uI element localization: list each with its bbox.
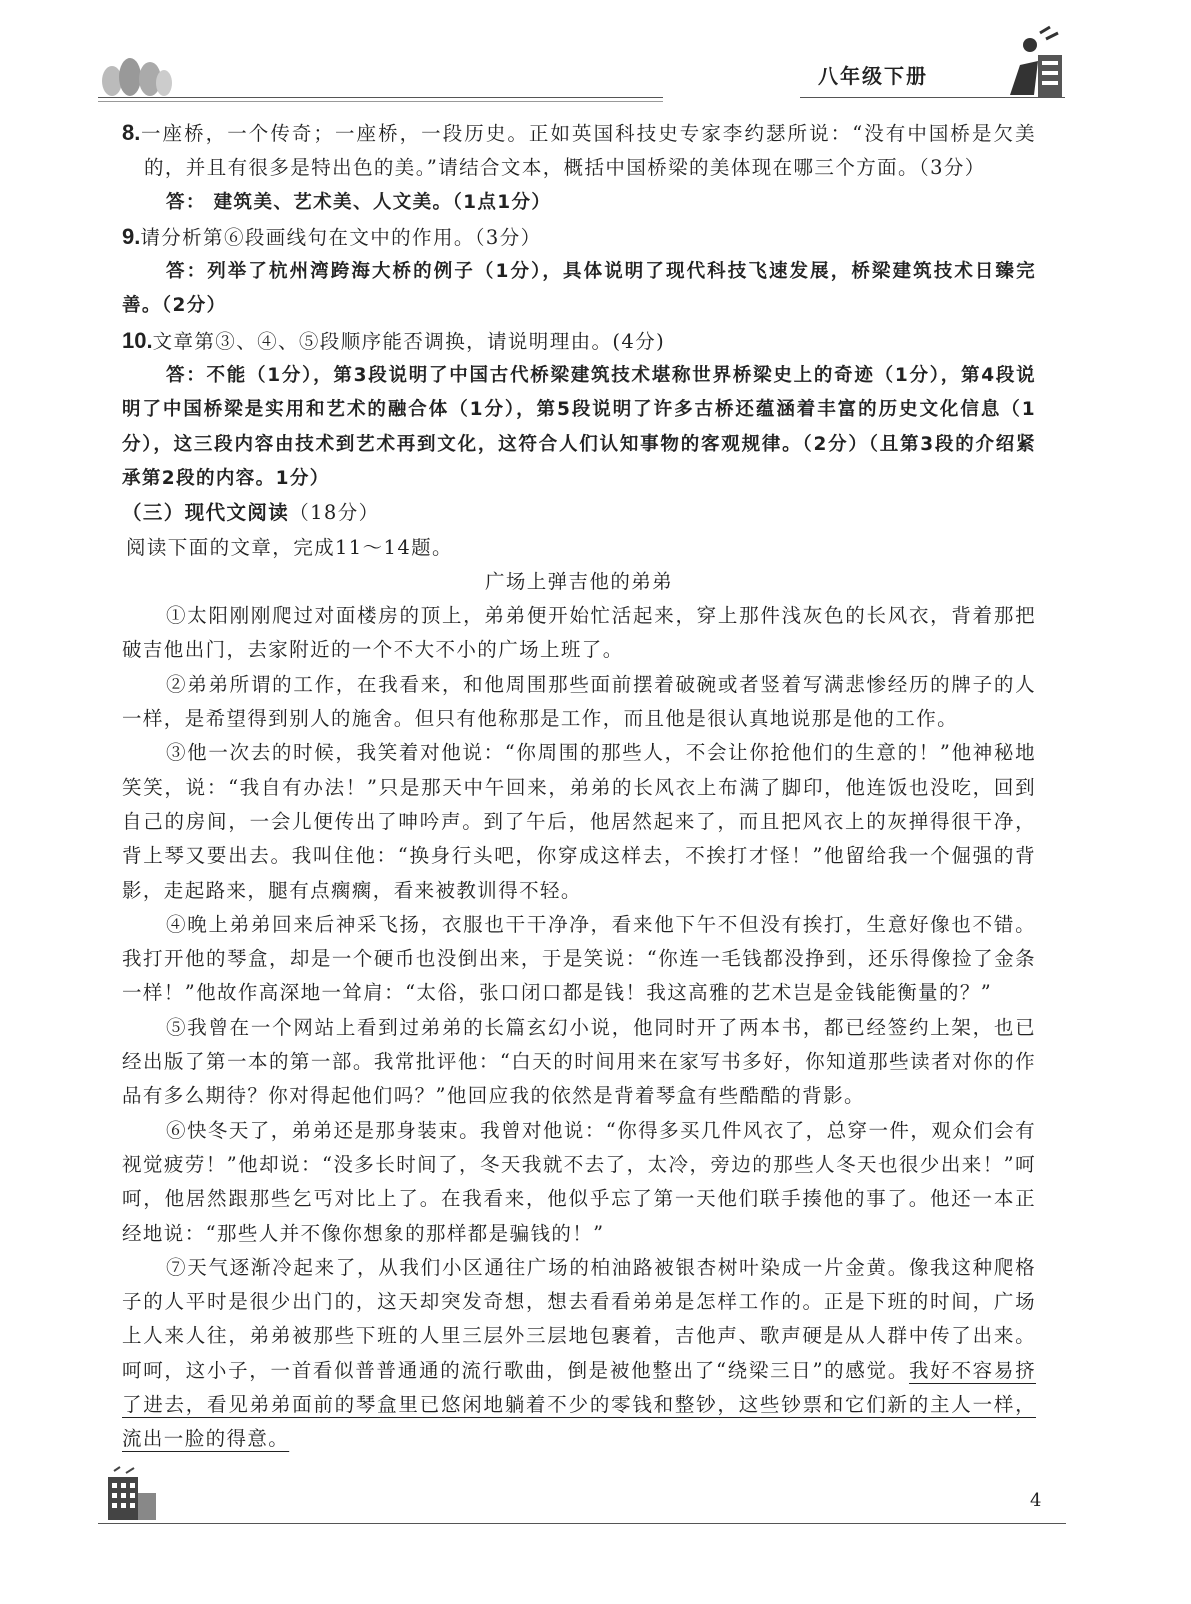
underlined-sentence: 我好不容易挤了进去，看见弟弟面前的琴盒里已悠闲地躺着不少的零钱和整钞，这些钞票和它们新的主人一样，流出一脸的得意。 <box>122 1358 1036 1451</box>
article-paragraph: ⑦天气逐渐冷起来了，从我们小区通往广场的柏油路被银杏树叶染成一片金黄。像我这种爬格子的人平时是很少出门的，这天却突发奇想，想去看看弟弟是怎样工作的。正是下班的时间，广场上人来人往，弟弟被那些下班的人里三层外三层地包裹着，吉他声、歌声硬是从人群中传了出来。呵呵，这小子，一首看似普普通通的流行歌曲，倒是被他整出了“绕梁三日”的感觉。我好不容易挤了进去，看见弟弟面前的琴盒里已悠闲地躺着不少的零钱和整钞，这些钞票和它们新的主人一样，流出一脸的得意。 <box>122 1255 1036 1451</box>
article-paragraph: ⑤我曾在一个网站上看到过弟弟的长篇玄幻小说，他同时开了两本书，都已经签约上架，也已经出版了第一本的第一部。我常批评他：“白天的时间用来在家写书多好，你知道那些读者对你的作品有多么期待？你对得起他们吗？”他回应我的依然是背着琴盒有些酷酷的背影。 <box>122 1015 1036 1108</box>
instruction: 阅读下面的文章，完成11～14题。 <box>126 535 453 559</box>
footer-rule <box>98 1523 1066 1524</box>
question-8: 8.一座桥，一个传奇；一座桥，一段历史。正如英国科技史专家李约瑟所说：“没有中国桥是欠美的，并且有很多是特出色的美。”请结合文本，概括中国桥梁的美体现在哪三个方面。（3分） <box>122 120 1036 180</box>
header-rule <box>98 101 663 102</box>
article-title: 广场上弹吉他的弟弟 <box>484 569 674 593</box>
trees-logo-icon <box>100 55 175 97</box>
article-paragraph: ②弟弟所谓的工作，在我看来，和他周围那些面前摆着破碗或者竖着写满悲惨经历的牌子的人一样，是希望得到别人的施舍。但只有他称那是工作，而且他是很认真地说那是他的工作。 <box>122 672 1036 731</box>
article-paragraph: ④晚上弟弟回来后神采飞扬，衣服也干干净净，看来他下午不但没有挨打，生意好像也不错。我打开他的琴盒，却是一个硬币也没倒出来，于是笑说：“你连一毛钱都没挣到，还乐得像捡了金条一样！”他故作高深地一耸肩：“太俗，张口闭口都是钱！我这高雅的艺术岂是金钱能衡量的？” <box>122 912 1036 1005</box>
article-paragraph: ⑥快冬天了，弟弟还是那身装束。我曾对他说：“你得多买几件风衣了，总穿一件，观众们会有视觉疲劳！”他却说：“没多长时间了，冬天我就不去了，太冷，旁边的那些人冬天也很少出来！”呵呵，他居然跟那些乞丐对比上了。在我看来，他似乎忘了第一天他们联手揍他的事了。他还一本正经地说：“那些人并不像你想象的那样都是骗钱的！” <box>122 1118 1036 1245</box>
question-10: 10.文章第③、④、⑤段顺序能否调换，请说明理由。(4分) <box>122 327 666 353</box>
header-rule <box>800 97 1065 98</box>
answer-10: 答：不能（1分），第3段说明了中国古代桥梁建筑技术堪称世界桥梁史上的奇迹（1分），第4段说明了中国桥梁是实用和艺术的融合体（1分），第5段说明了许多古桥还蕴涵着丰富的历史文化信息（1分），这三段内容由技术到艺术再到文化，这符合人们认知事物的客观规律。（2分）（且第3段的介绍紧承第2段的内容。1分） <box>122 365 1036 489</box>
reading-person-icon <box>1000 25 1068 97</box>
answer-9: 答：列举了杭州湾跨海大桥的例子（1分），具体说明了现代科技飞速发展，桥梁建筑技术日臻完善。（2分） <box>122 261 1036 317</box>
article-paragraph: ①太阳刚刚爬过对面楼房的顶上，弟弟便开始忙活起来，穿上那件浅灰色的长风衣，背着那把破吉他出门，去家附近的一个不大不小的广场上班了。 <box>122 604 1036 662</box>
header-rule <box>98 97 663 98</box>
answer-8: 答： 建筑美、艺术美、人文美。（1点1分） <box>166 191 552 213</box>
question-9: 9.请分析第⑥段画线句在文中的作用。（3分） <box>122 223 542 249</box>
page-content <box>122 116 1036 1457</box>
building-icon <box>104 1465 159 1520</box>
grade-label: 八年级下册 <box>818 64 928 88</box>
page-number: 4 <box>1030 1490 1042 1511</box>
article-paragraph: ③他一次去的时候，我笑着对他说：“你周围的那些人，不会让你抢他们的生意的！”他神秘地笑笑，说：“我自有办法！”只是那天中午回来，弟弟的长风衣上布满了脚印，他连饭也没吃，回到自己的房间，一会儿便传出了呻吟声。到了午后，他居然起来了，而且把风衣上的灰掸得很干净，背上琴又要出去。我叫住他：“换身行头吧，你穿成这样去，不挨打才怪！”他留给我一个倔强的背影，走起路来，腿有点瘸瘸，看来被教训得不轻。 <box>122 741 1036 902</box>
section-heading: （三）现代文阅读（18分） <box>122 501 380 525</box>
